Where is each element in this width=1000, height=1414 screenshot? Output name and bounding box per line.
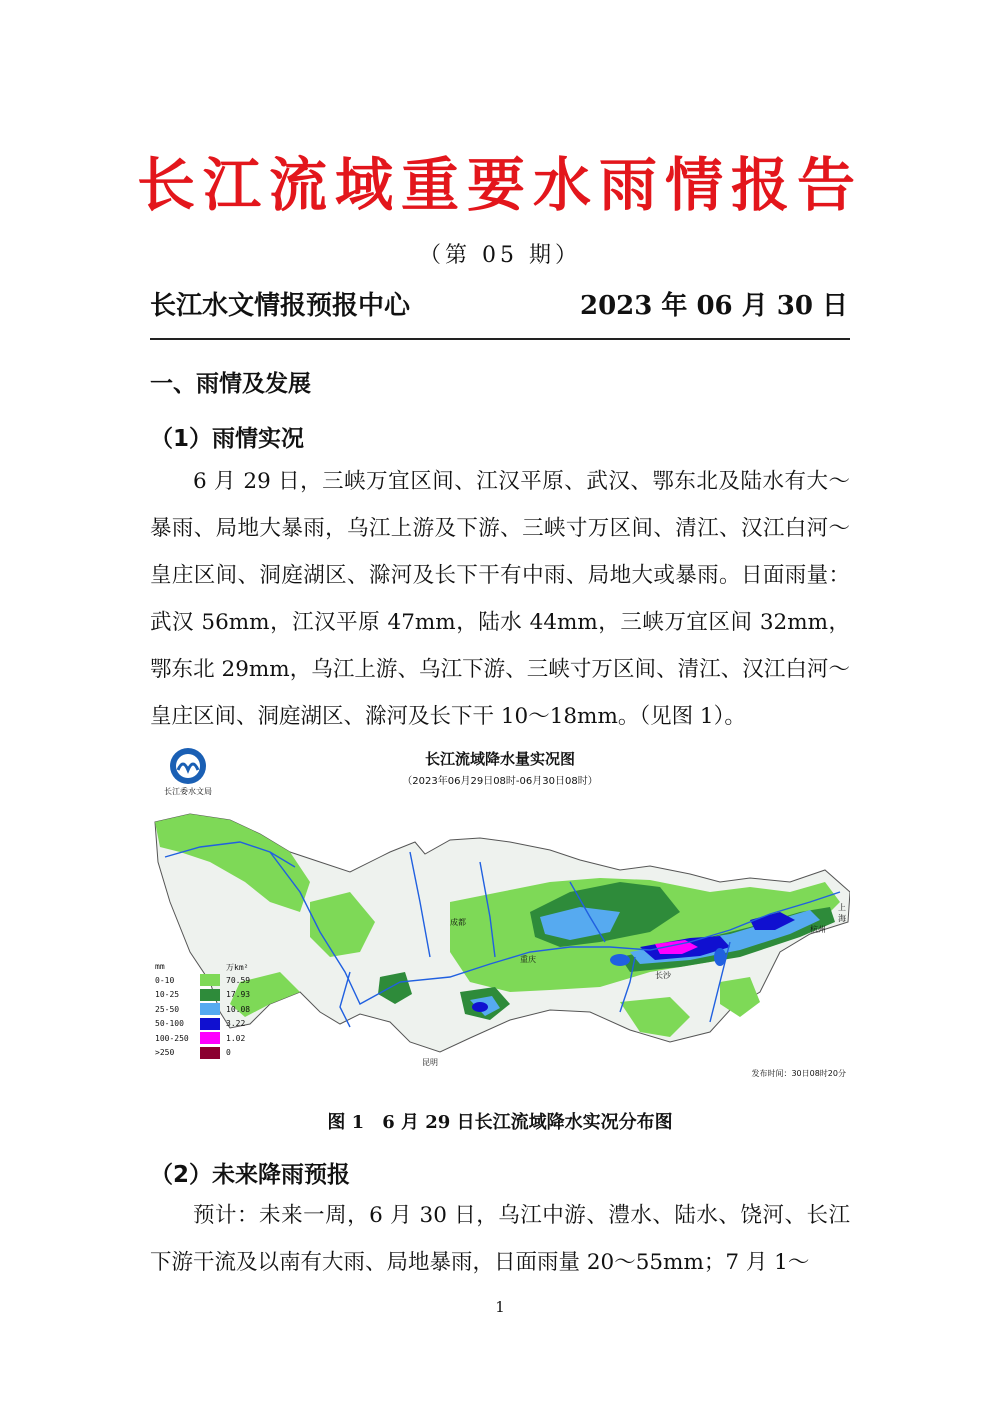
legend-swatch [200,989,220,1001]
legend-area: 3.22 [226,1019,246,1029]
legend-row [155,1046,256,1061]
rainfall-map-figure [150,742,850,1082]
legend-unit-mm: mm [155,962,165,971]
map-legend [155,962,256,1060]
legend-swatch [200,1047,220,1059]
legend-area: 0 [226,1048,231,1058]
legend-swatch [200,1018,220,1030]
legend-row [155,973,256,988]
legend-row [155,1002,256,1017]
legend-range: 25-50 [155,1004,180,1014]
legend-range: >250 [155,1048,175,1058]
legend-range: 10-25 [155,990,180,1000]
figure-subtitle: （2023年06月29日08时-06月30日08时） [402,776,598,787]
publish-time: 发布时间：30日08时20分 [751,1069,846,1078]
legend-unit-area: 万km² [226,963,249,972]
legend-range: 100-250 [155,1033,189,1043]
organization: 长江水文情报预报中心 [150,291,411,321]
legend-range: 0-10 [155,975,175,985]
report-date: 2023 年 06 月 30 日 [580,291,848,321]
dongting-lake [610,954,630,966]
figure-caption: 图 1 6 月 29 日长江流域降水实况分布图 [327,1112,673,1133]
city-shanghai: 上海 [838,903,846,923]
paragraph-rain-actual: 6 月 29 日，三峡万宜区间、江汉平原、武汉、鄂东北及陆水有大～暴雨、局地大暴雨，乌江上游及下游、三峡寸万区间、清江、汉江白河～皇庄区间、洞庭湖区、滁河及长下干有中雨、局地大或暴雨。日面雨量：武汉 56mm，江汉平原 47mm，陆水 44mm，三峡万宜区间 32mm，鄂东北 29mm，乌江上游、乌江下游、三峡寸万区间、清江、汉江白河～皇庄区间、洞庭湖区、滁河及长下干 10～18mm。（见图 1）。 [150,469,850,729]
city-chengdu: 成都 [450,918,466,927]
legend-area: 17.93 [226,990,251,1000]
legend-swatch [200,974,220,986]
legend-swatch [200,1032,220,1044]
paragraph-rain-forecast: 预计：未来一周，6 月 30 日，乌江中游、澧水、陆水、饶河、长江下游干流及以南有大雨、局地暴雨，日面雨量 20～55mm；7 月 1～ [150,1203,850,1275]
section-heading-rain: 一、雨情及发展 [150,371,311,397]
legend-swatch [200,1003,220,1015]
legend-range: 50-100 [155,1019,184,1029]
report-title: 长江流域重要水雨情报告 [136,151,863,219]
poyang-lake [714,948,726,966]
legend-area: 1.02 [226,1033,246,1043]
page-number: 1 [495,1298,505,1316]
issue-number: （第 05 期） [419,243,581,268]
figure-title: 长江流域降水量实况图 [424,750,575,768]
subheading-rain-forecast: （2）未来降雨预报 [150,1162,351,1188]
subheading-rain-actual: （1）雨情实况 [150,426,305,452]
header-rule [150,338,850,340]
city-hangzhou: 杭州 [810,925,826,934]
legend-row [155,1031,256,1046]
legend-row [155,988,256,1003]
legend-area: 10.08 [226,1004,251,1014]
city-kunming: 昆明 [422,1058,438,1067]
legend-area: 70.59 [226,975,251,985]
city-chongqing: 重庆 [520,955,536,964]
legend-row [155,1017,256,1032]
city-changsha: 长沙 [655,971,671,980]
logo-caption: 长江委水文局 [164,787,212,796]
